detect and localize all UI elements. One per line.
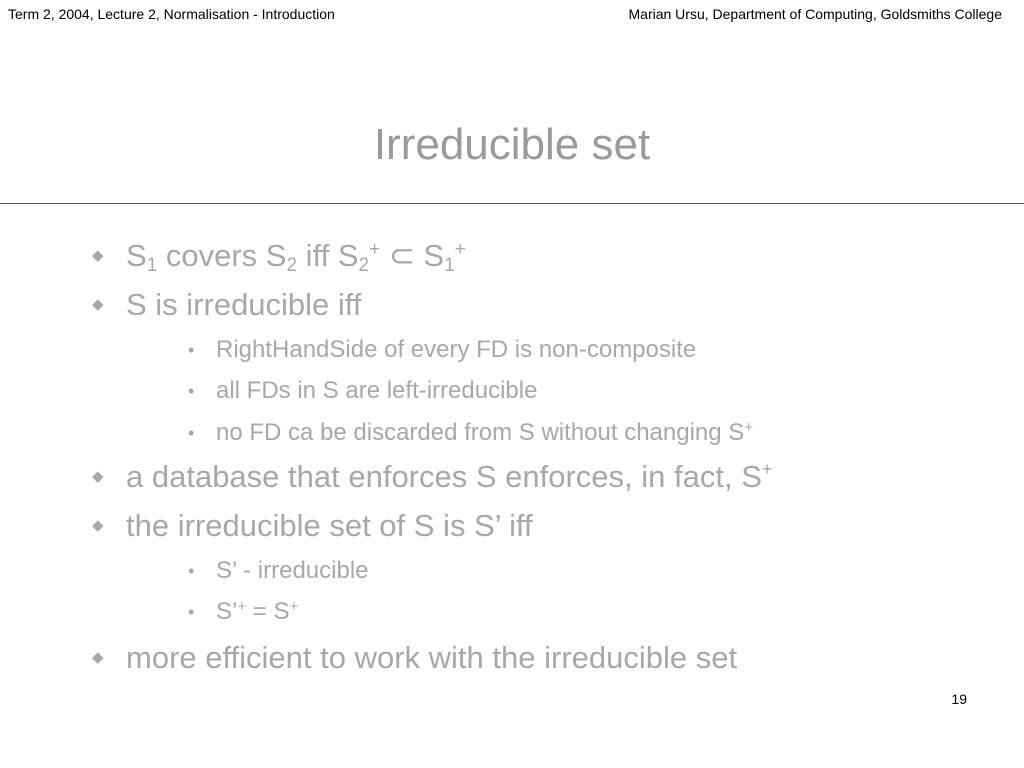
sub-bullet-text: S’ - irreducible bbox=[216, 557, 369, 584]
dot-bullet-icon: • bbox=[188, 561, 195, 581]
sub-bullet-left-irreducible bbox=[188, 377, 537, 405]
sub-bullet-s-prime-irreducible bbox=[188, 557, 369, 585]
bullet-irreducible-set-of-s bbox=[92, 508, 533, 544]
bullet-irreducible-definition-text: S is irreducible iff bbox=[126, 287, 362, 322]
diamond-bullet-icon: ◆ bbox=[92, 296, 104, 313]
diamond-bullet-icon: ◆ bbox=[92, 468, 104, 485]
slide-title: Irreducible set bbox=[373, 120, 651, 169]
bullet-irreducible-set-of-s-text: the irreducible set of S is S’ iff bbox=[126, 508, 533, 543]
dot-bullet-icon: • bbox=[188, 340, 195, 360]
dot-bullet-icon: • bbox=[188, 423, 195, 443]
bullet-more-efficient bbox=[92, 640, 737, 676]
sub-bullet-text: S’+ = S+ bbox=[216, 598, 299, 625]
sub-bullet-no-discard bbox=[188, 419, 753, 447]
sub-bullet-closure-equal bbox=[188, 598, 298, 626]
dot-bullet-icon: • bbox=[188, 381, 195, 401]
bullet-database-enforces bbox=[92, 459, 772, 495]
dot-bullet-icon: • bbox=[188, 602, 195, 622]
header-course-info: Term 2, 2004, Lecture 2, Normalisation - Introduction bbox=[8, 6, 335, 22]
bullet-covers-text: $S_1$ covers $S_2$ iff $S_2^+$ ⊂ $S_1^+$ bbox=[126, 238, 466, 276]
diamond-bullet-icon: ◆ bbox=[92, 517, 104, 534]
diamond-bullet-icon: ◆ bbox=[92, 649, 104, 666]
bullet-more-efficient-text: more efficient to work with the irreducible set bbox=[126, 640, 738, 675]
bullet-irreducible-definition bbox=[92, 287, 361, 323]
bullet-database-enforces-text: a database that enforces S enforces, in fact, S+ bbox=[126, 459, 773, 494]
sub-bullet-rhs-noncomposite bbox=[188, 336, 696, 364]
diamond-bullet-icon: ◆ bbox=[92, 247, 104, 264]
sub-bullet-text: no FD ca be discarded from S without changing S+ bbox=[216, 419, 754, 446]
sub-bullet-text: all FDs in S are left-irreducible bbox=[216, 377, 538, 404]
page-number: 19 bbox=[951, 691, 967, 707]
header-author-info: Marian Ursu, Department of Computing, Goldsmiths College bbox=[628, 6, 1002, 22]
sub-bullet-text: RightHandSide of every FD is non-composite bbox=[216, 336, 697, 363]
bullet-covers bbox=[92, 238, 466, 277]
title-divider bbox=[0, 203, 1024, 204]
